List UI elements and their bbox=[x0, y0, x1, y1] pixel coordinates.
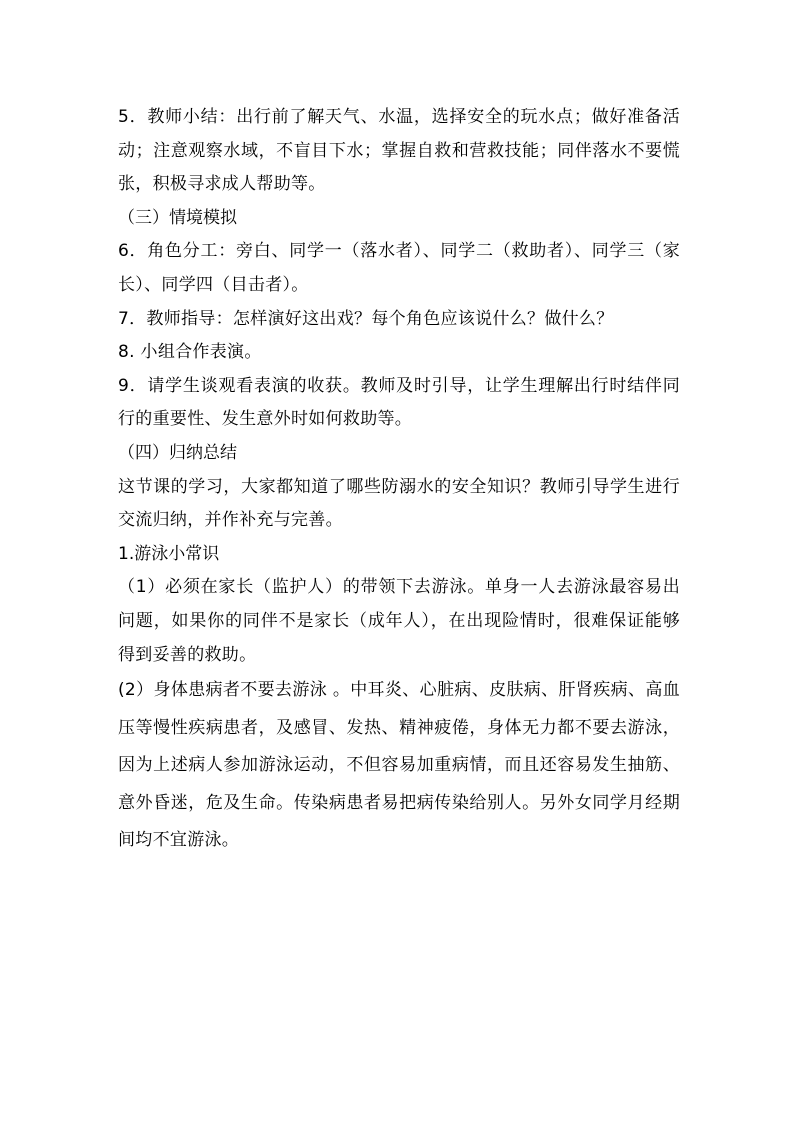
paragraph-tip-guardian: （1）必须在家长（监护人）的带领下去游泳。单身一人去游泳最容易出问题，如果你的同伴不是家长（成年人），在出现险情时，很难保证能够得到妥善的救助。 bbox=[118, 577, 680, 665]
paragraph-role-assignment: 6．角色分工：旁白、同学一（落水者）、同学二（救助者）、同学三（家长）、同学四（目击者）。 bbox=[118, 241, 680, 295]
paragraph-tip-illness: (2）身体患病者不要去游泳 。中耳炎、心脏病、皮肤病、肝肾疾病、高血压等慢性疾病患者，及感冒、发热、精神疲倦，身体无力都不要去游泳，因为上述病人参加游泳运动，不但容易加重病情，而且还容易发生抽筋、意外昏迷，危及生命。传染病患者易把病传染给别人。另外女同学月经期间均不宜游泳。 bbox=[118, 680, 680, 851]
section-heading-summary: （四）归纳总结 bbox=[118, 442, 237, 463]
paragraph-group-performance: 8. 小组合作表演。 bbox=[118, 342, 262, 363]
paragraph-lesson-summary: 这节课的学习，大家都知道了哪些防溺水的安全知识？教师引导学生进行交流归纳，并作补充与完善。 bbox=[118, 476, 680, 531]
paragraph-teacher-guidance: 7．教师指导：怎样演好这出戏？每个角色应该说什么？做什么？ bbox=[118, 308, 614, 329]
paragraph-student-reflection: 9．请学生谈观看表演的收获。教师及时引导，让学生理解出行时结伴同行的重要性、发生意外时如何救助等。 bbox=[118, 375, 680, 430]
paragraph-teacher-summary: 5．教师小结：出行前了解天气、水温，选择安全的玩水点；做好准备活动；注意观察水域，不盲目下水；掌握自救和营救技能；同伴落水不要慌张，积极寻求成人帮助等。 bbox=[118, 107, 680, 195]
section-heading-scenario: （三）情境模拟 bbox=[118, 207, 237, 228]
subheading-swimming-tips: 1.游泳小常识 bbox=[118, 543, 220, 564]
document-body bbox=[118, 101, 680, 860]
